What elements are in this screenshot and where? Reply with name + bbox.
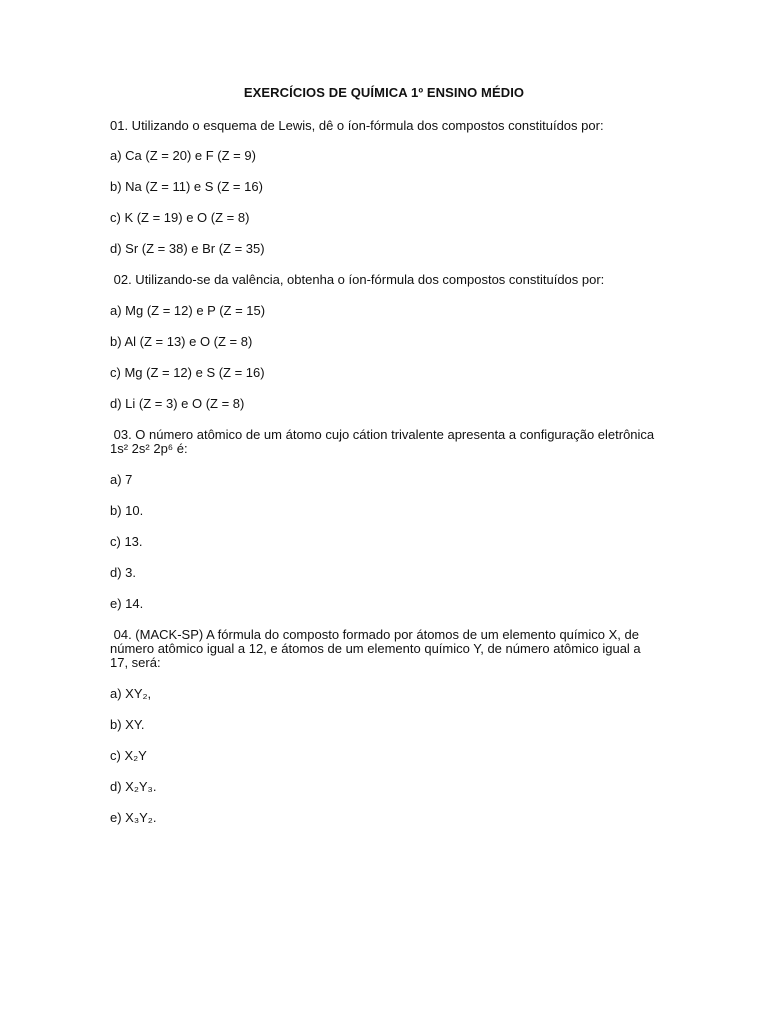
question-4-option-e: e) X₃Y₂.	[110, 810, 157, 825]
question-4-prompt-line-2: número atômico igual a 12, e átomos de um elemento químico Y, de número atômico igual a	[110, 641, 641, 656]
question-2-prompt: 02. Utilizando-se da valência, obtenha o íon-fórmula dos compostos constituídos por:	[110, 272, 605, 287]
question-1-option-c: c) K (Z = 19) e O (Z = 8)	[110, 210, 250, 225]
question-1-option-b: b) Na (Z = 11) e S (Z = 16)	[110, 179, 263, 194]
question-2-option-a: a) Mg (Z = 12) e P (Z = 15)	[110, 303, 266, 318]
question-4-prompt-line-1: 04. (MACK-SP) A fórmula do composto formado por átomos de um elemento químico X, de	[110, 627, 639, 642]
question-3-option-d: d) 3.	[110, 565, 137, 580]
question-1-option-a: a) Ca (Z = 20) e F (Z = 9)	[110, 148, 256, 163]
question-3-option-c: c) 13.	[110, 534, 143, 549]
question-3-option-e: e) 14.	[110, 596, 144, 611]
question-3-option-b: b) 10.	[110, 503, 144, 518]
question-2-option-d: d) Li (Z = 3) e O (Z = 8)	[110, 396, 245, 411]
question-4-option-b: b) XY.	[110, 717, 145, 732]
question-3-prompt-line-1: 03. O número atômico de um átomo cujo cátion trivalente apresenta a configuração eletrônica	[110, 427, 655, 442]
question-4-option-d: d) X₂Y₃.	[110, 779, 157, 794]
question-1-option-d: d) Sr (Z = 38) e Br (Z = 35)	[110, 241, 265, 256]
question-3-option-a: a) 7	[110, 472, 133, 487]
question-3-prompt-line-2: 1s² 2s² 2p⁶ é:	[110, 441, 188, 456]
question-4-option-c: c) X₂Y	[110, 748, 147, 763]
question-2-option-c: c) Mg (Z = 12) e S (Z = 16)	[110, 365, 265, 380]
question-2-option-b: b) Al (Z = 13) e O (Z = 8)	[110, 334, 253, 349]
document-title: EXERCÍCIOS DE QUÍMICA 1º ENSINO MÉDIO	[243, 85, 525, 100]
question-4-option-a: a) XY₂,	[110, 686, 152, 701]
question-1-prompt: 01. Utilizando o esquema de Lewis, dê o íon-fórmula dos compostos constituídos por:	[110, 118, 604, 133]
question-4-prompt-line-3: 17, será:	[110, 655, 161, 670]
